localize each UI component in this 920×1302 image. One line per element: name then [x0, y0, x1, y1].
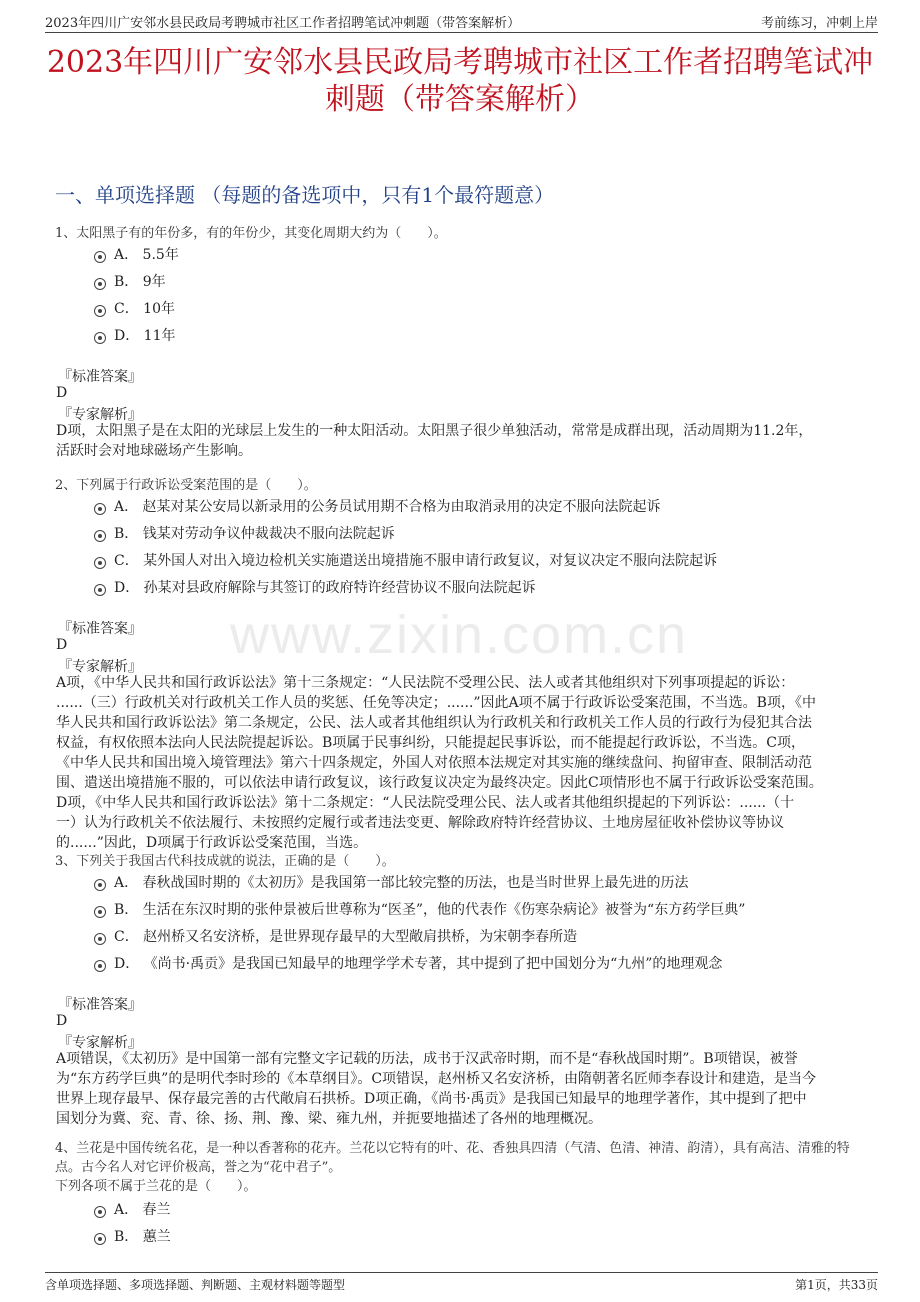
- option-q1-a[interactable]: A． 5.5年: [114, 247, 179, 263]
- question-4-line: 点。古今名人对它评价极高，誉之为“花中君子”。: [55, 1160, 342, 1175]
- radio-q1-c[interactable]: [94, 305, 106, 317]
- answer-q1: D: [56, 385, 68, 401]
- analysis-q3: [56, 1049, 876, 1129]
- header-doc-title: 2023年四川广安邻水县民政局考聘城市社区工作者招聘笔试冲刺题（带答案解析）: [45, 16, 521, 31]
- radio-q3-b[interactable]: [94, 906, 106, 918]
- analysis-line: D项，太阳黑子是在太阳的光球层上发生的一种太阳活动。太阳黑子很少单独活动，常常是成群出现，活动周期为11.2年，: [56, 423, 813, 439]
- page-number: 第1页，共33页: [795, 1278, 878, 1292]
- option-q1-b[interactable]: B． 9年: [114, 274, 166, 290]
- option-q2-b[interactable]: B． 钱某对劳动争议仲裁裁决不服向法院起诉: [114, 526, 395, 542]
- option-q2-c[interactable]: C． 某外国人对出入境边检机关实施遣送出境措施不服申请行政复议，对复议决定不服向法院起诉: [114, 553, 718, 569]
- question-4-text: [55, 1139, 875, 1196]
- option-q3-c[interactable]: C． 赵州桥又名安济桥，是世界现存最早的大型敞肩拱桥，为宋朝李春所造: [114, 929, 578, 945]
- radio-q1-d[interactable]: [94, 332, 106, 344]
- answer-q2: D: [56, 637, 68, 653]
- title-line-1: 2023年四川广安邻水县民政局考聘城市社区工作者招聘笔试冲: [46, 45, 874, 80]
- answer-label-q1: 『标准答案』: [58, 369, 142, 385]
- radio-q1-a[interactable]: [94, 251, 106, 263]
- analysis-line: A项，《中华人民共和国行政诉讼法》第十三条规定：“人民法院不受理公民、法人或者其他组织对下列事项提起的诉讼：: [56, 675, 795, 691]
- option-q1-d[interactable]: D． 11年: [114, 328, 176, 344]
- analysis-line: D项，《中华人民共和国行政诉讼法》第十二条规定：“人民法院受理公民、法人或者其他组织提起的下列诉讼：......（十: [56, 795, 795, 811]
- option-q2-d[interactable]: D． 孙某对县政府解除与其签订的政府特许经营协议不服向法院起诉: [114, 580, 536, 596]
- radio-q3-c[interactable]: [94, 933, 106, 945]
- analysis-line: 的......”因此，D项属于行政诉讼受案范围，当选。: [56, 835, 368, 851]
- answer-q3: D: [56, 1013, 68, 1029]
- answer-label-q2: 『标准答案』: [58, 621, 142, 637]
- analysis-line: 权益，有权依照本法向人民法院提起诉讼。B项属于民事纠纷，只能提起民事诉讼，而不能提起行政诉讼，不当选。C项，: [56, 735, 805, 751]
- analysis-line: 为“东方药学巨典”的是明代李时珍的《本草纲目》。C项错误，赵州桥又名安济桥，由隋朝著名匠师李春设计和建造，是当今: [56, 1071, 817, 1087]
- analysis-line: 国划分为冀、兖、青、徐、扬、荆、豫、梁、雍九州，并扼要地描述了各州的地理概况。: [56, 1111, 602, 1127]
- question-1-text: 1、太阳黑子有的年份多，有的年份少，其变化周期大约为（ ）。: [55, 226, 447, 241]
- radio-q2-d[interactable]: [94, 584, 106, 596]
- analysis-label-q2: 『专家解析』: [58, 659, 142, 675]
- radio-q2-c[interactable]: [94, 557, 106, 569]
- page-footer: [45, 1272, 878, 1295]
- analysis-q2: [56, 673, 876, 853]
- analysis-q1: [56, 421, 876, 461]
- title-line-2: 刺题（带答案解析）: [325, 82, 595, 117]
- header-slogan: 考前练习，冲刺上岸: [760, 16, 878, 31]
- radio-q3-a[interactable]: [94, 879, 106, 891]
- analysis-label-q3: 『专家解析』: [58, 1035, 142, 1051]
- question-3-text: 3、下列关于我国古代科技成就的说法，正确的是（ ）。: [55, 854, 395, 869]
- radio-q4-b[interactable]: [94, 1233, 106, 1245]
- radio-q1-b[interactable]: [94, 278, 106, 290]
- section-title: 一、单项选择题 （每题的备选项中，只有1个最符题意）: [55, 183, 555, 207]
- analysis-line: 华人民共和国行政诉讼法》第二条规定，公民、法人或者其他组织认为行政机关和行政机关工作人员的行政行为侵犯其合法: [56, 715, 812, 731]
- option-q4-a[interactable]: A． 春兰: [114, 1202, 171, 1218]
- question-4-line: 下列各项不属于兰花的是（ ）。: [55, 1179, 257, 1194]
- document-title: [40, 44, 880, 118]
- analysis-label-q1: 『专家解析』: [58, 407, 142, 423]
- analysis-line: 活跃时会对地球磁场产生影响。: [56, 443, 252, 459]
- footer-question-types: 含单项选择题、多项选择题、判断题、主观材料题等题型: [45, 1278, 346, 1292]
- watermark: www.zixin.com.cn: [230, 605, 689, 665]
- option-q3-d[interactable]: D． 《尚书·禹贡》是我国已知最早的地理学学术专著，其中提到了把中国划分为“九州”的地理观念: [114, 956, 723, 972]
- option-q2-a[interactable]: A． 赵某对某公安局以新录用的公务员试用期不合格为由取消录用的决定不服向法院起诉: [114, 499, 661, 515]
- option-q3-a[interactable]: A． 春秋战国时期的《太初历》是我国第一部比较完整的历法，也是当时世界上最先进的历法: [114, 875, 689, 891]
- radio-q4-a[interactable]: [94, 1206, 106, 1218]
- analysis-line: 围、遣送出境措施不服的，可以依法申请行政复议，该行政复议决定为最终决定。因此C项情形也不属于行政诉讼受案范围。: [56, 775, 823, 791]
- radio-q2-b[interactable]: [94, 530, 106, 542]
- option-q4-b[interactable]: B． 蕙兰: [114, 1229, 171, 1245]
- radio-q3-d[interactable]: [94, 960, 106, 972]
- page-header: [45, 10, 878, 33]
- analysis-line: ......（三）行政机关对行政机关工作人员的奖惩、任免等决定；......”因此A项不属于行政诉讼受案范围，不当选。B项，《中: [56, 695, 816, 711]
- analysis-line: 一）认为行政机关不依法履行、未按照约定履行或者违法变更、解除政府特许经营协议、土地房屋征收补偿协议等协议: [56, 815, 784, 831]
- option-q1-c[interactable]: C． 10年: [114, 301, 175, 317]
- analysis-line: 《中华人民共和国出境入境管理法》第六十四条规定，外国人对依照本法规定对其实施的继续盘问、拘留审查、限制活动范: [56, 755, 812, 771]
- question-4-line: 4、兰花是中国传统名花，是一种以香著称的花卉。兰花以它特有的叶、花、香独具四清（气清、色清、神清、韵清），具有高洁、清雅的特: [55, 1141, 850, 1156]
- radio-q2-a[interactable]: [94, 503, 106, 515]
- option-q3-b[interactable]: B． 生活在东汉时期的张仲景被后世尊称为“医圣”，他的代表作《伤寒杂病论》被誉为“东方药学巨典”: [114, 902, 746, 918]
- answer-label-q3: 『标准答案』: [58, 997, 142, 1013]
- question-2-text: 2、下列属于行政诉讼受案范围的是（ ）。: [55, 478, 317, 493]
- analysis-line: 世界上现存最早、保存最完善的古代敞肩石拱桥。D项正确，《尚书·禹贡》是我国已知最早的地理学著作，其中提到了把中: [56, 1091, 807, 1107]
- analysis-line: A项错误，《太初历》是中国第一部有完整文字记载的历法，成书于汉武帝时期，而不是“春秋战国时期”。B项错误，被誉: [56, 1051, 798, 1067]
